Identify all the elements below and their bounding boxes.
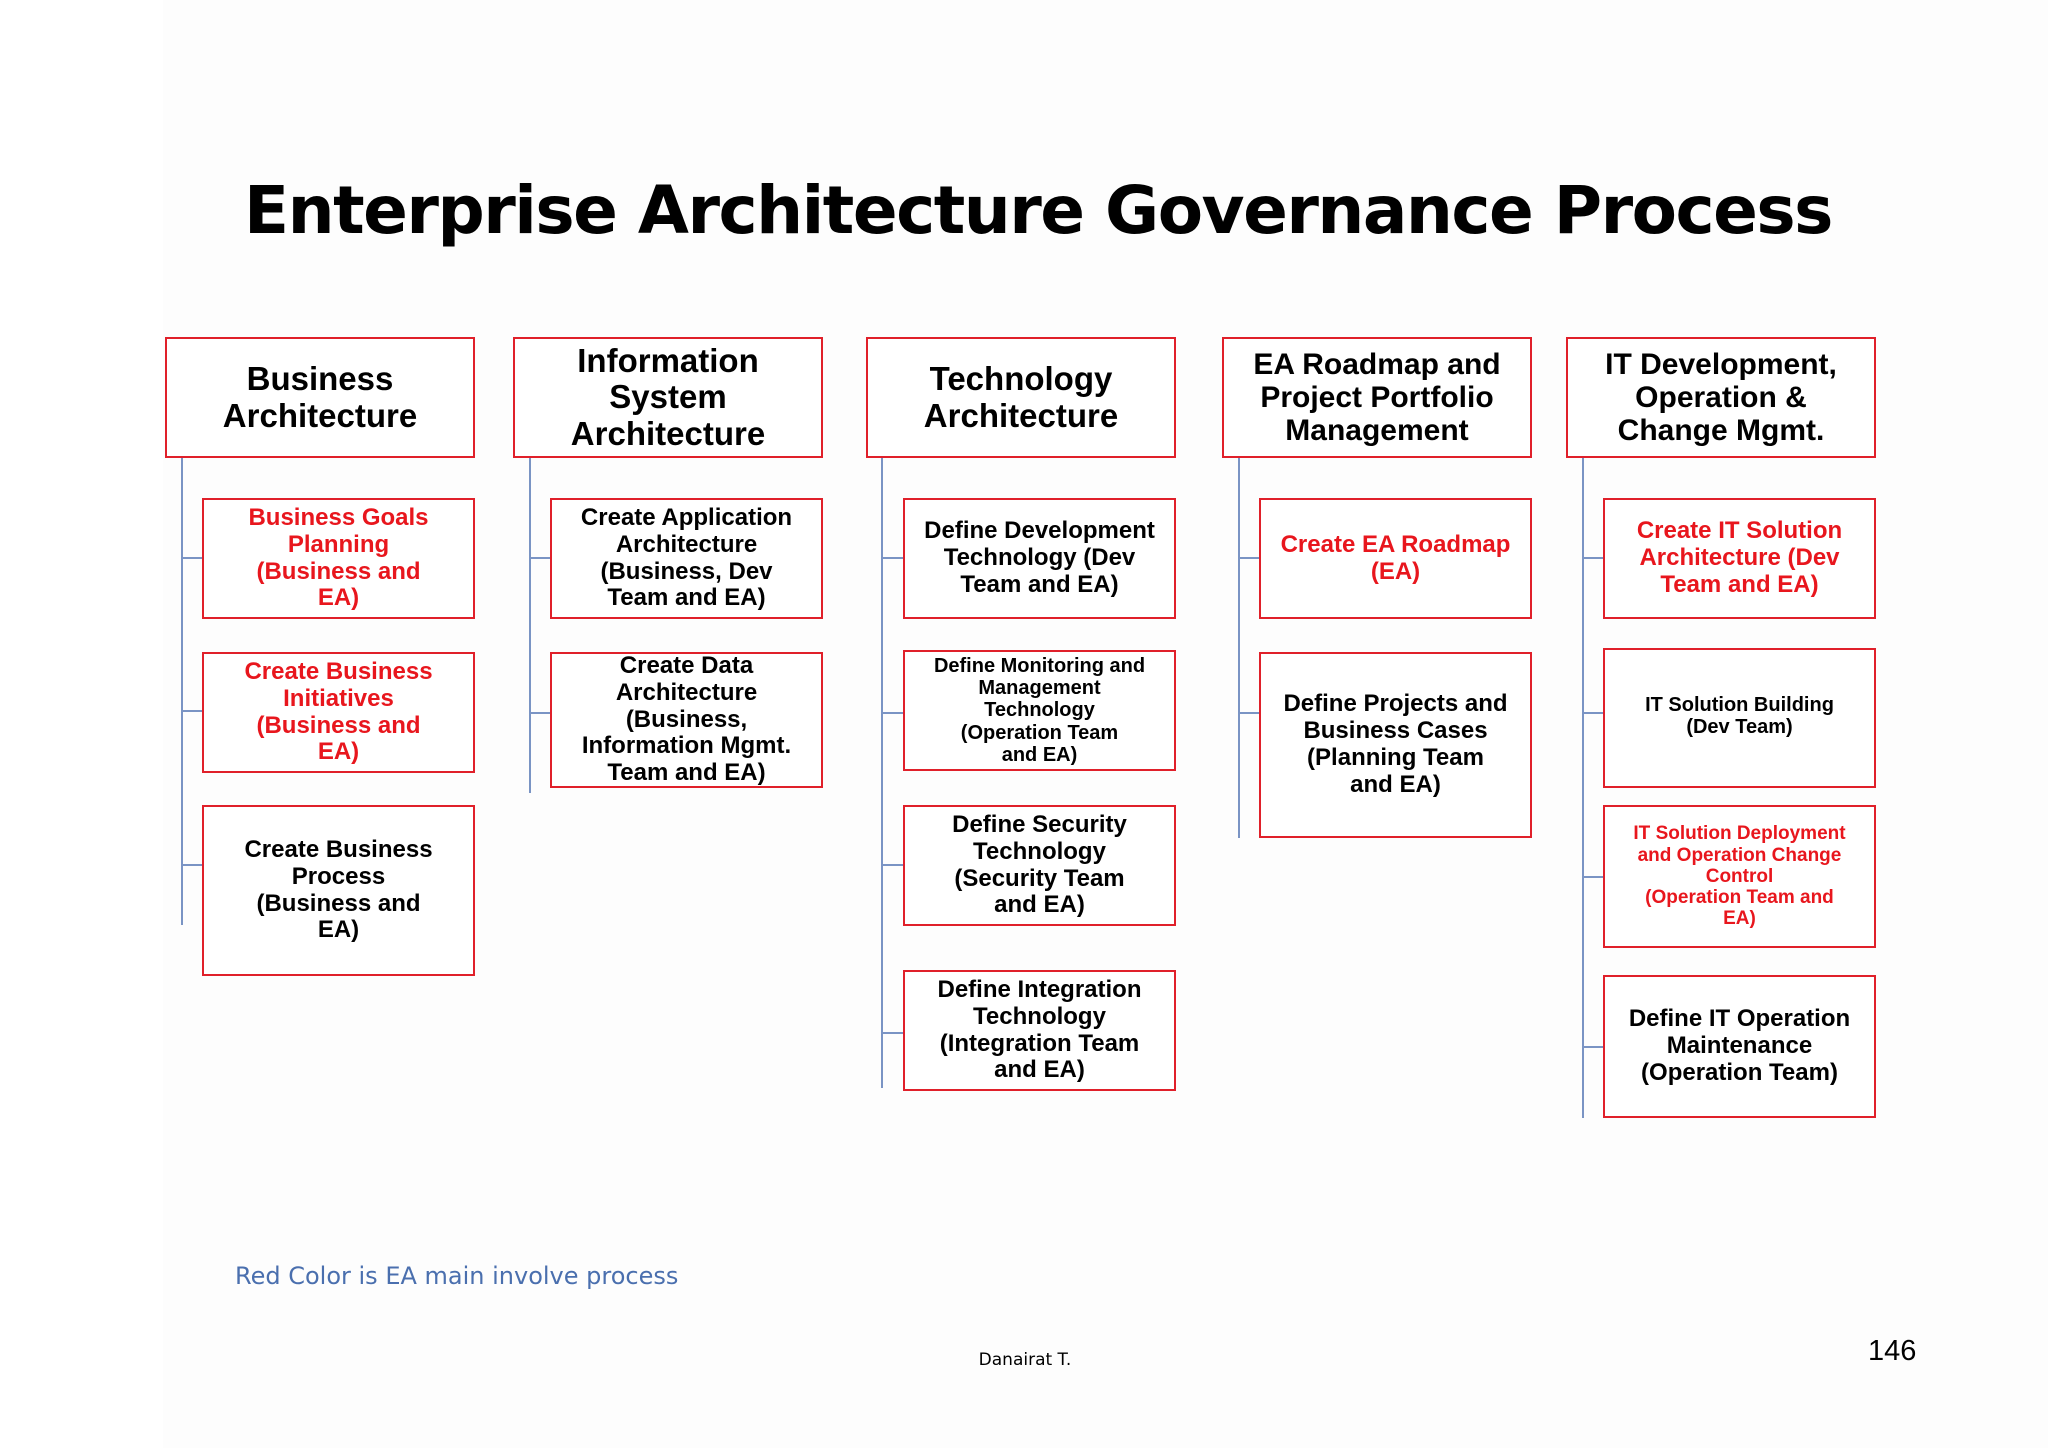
page-title: Enterprise Architecture Governance Process	[244, 172, 1832, 249]
process-label: Define Security Technology (Security Team and EA)	[952, 810, 1127, 919]
process-define-projects-business-cases	[1259, 652, 1532, 838]
process-label: Create IT Solution Architecture (Dev Team and EA)	[1636, 517, 1843, 598]
process-create-business-initiatives	[202, 652, 475, 773]
process-label: Create EA Roadmap (EA)	[1280, 530, 1511, 585]
process-it-solution-deployment	[1603, 805, 1876, 948]
connector-branch	[881, 557, 903, 559]
process-label: Create Business Initiatives (Business and EA)	[244, 657, 433, 766]
header-business-architecture	[165, 337, 475, 458]
process-it-solution-building	[1603, 648, 1876, 788]
connector-trunk	[529, 458, 531, 793]
process-label: Define Projects and Business Cases (Planning Team and EA)	[1283, 690, 1508, 798]
process-label: Define Monitoring and Management Technology (Operation Team and EA)	[933, 654, 1146, 767]
header-label: EA Roadmap and Project Portfolio Management	[1253, 348, 1501, 447]
connector-branch	[1238, 712, 1259, 714]
connector-branch	[529, 557, 550, 559]
connector-trunk	[181, 458, 183, 925]
header-label: Business Architecture	[222, 360, 418, 434]
process-label: Create Application Architecture (Business, Dev Team and EA)	[580, 503, 793, 612]
connector-branch	[529, 712, 550, 714]
author: Danairat T.	[978, 1350, 1072, 1370]
connector-branch	[181, 864, 202, 866]
process-label: Business Goals Planning (Business and EA)	[248, 503, 429, 612]
process-business-goals-planning	[202, 498, 475, 619]
process-define-it-operation-maintenance	[1603, 975, 1876, 1118]
connector-branch	[1582, 1046, 1603, 1048]
header-label: Technology Architecture	[923, 360, 1119, 434]
process-label: Create Data Architecture (Business, Information Mgmt. Team and EA)	[581, 651, 792, 787]
process-define-security-technology	[903, 805, 1176, 926]
process-create-data-architecture	[550, 652, 823, 788]
header-label: IT Development, Operation & Change Mgmt.	[1605, 348, 1837, 447]
header-technology-architecture	[866, 337, 1176, 458]
connector-branch	[881, 864, 903, 866]
process-define-development-technology	[903, 498, 1176, 619]
process-create-ea-roadmap	[1259, 498, 1532, 619]
process-create-it-solution-architecture	[1603, 498, 1876, 619]
header-information-system-architecture	[513, 337, 823, 458]
process-label: IT Solution Deployment and Operation Change Control (Operation Team and EA)	[1633, 823, 1846, 930]
connector-branch	[1582, 557, 1603, 559]
connector-trunk	[881, 458, 883, 1088]
header-label: Information System Architecture	[570, 342, 766, 452]
connector-trunk	[1238, 458, 1240, 838]
connector-branch	[881, 712, 903, 714]
connector-branch	[1582, 876, 1603, 878]
page-number: 146	[1868, 1335, 1917, 1367]
connector-branch	[181, 557, 202, 559]
process-label: Define Development Technology (Dev Team and EA)	[924, 517, 1155, 598]
connector-branch	[181, 710, 202, 712]
process-create-application-architecture	[550, 498, 823, 619]
connector-branch	[881, 1032, 903, 1034]
connector-branch	[1238, 557, 1259, 559]
header-it-development-operation	[1566, 337, 1876, 458]
process-define-integration-technology	[903, 970, 1176, 1091]
process-create-business-process	[202, 805, 475, 976]
process-define-monitoring-technology	[903, 650, 1176, 771]
process-label: Define Integration Technology (Integration Team and EA)	[937, 975, 1142, 1084]
process-label: Create Business Process (Business and EA)	[244, 835, 433, 944]
process-label: IT Solution Building (Dev Team)	[1645, 694, 1834, 739]
legend-note: Red Color is EA main involve process	[235, 1262, 679, 1290]
connector-branch	[1582, 712, 1603, 714]
process-label: Define IT Operation Maintenance (Operation Team)	[1628, 1005, 1851, 1086]
header-ea-roadmap-portfolio	[1222, 337, 1532, 458]
